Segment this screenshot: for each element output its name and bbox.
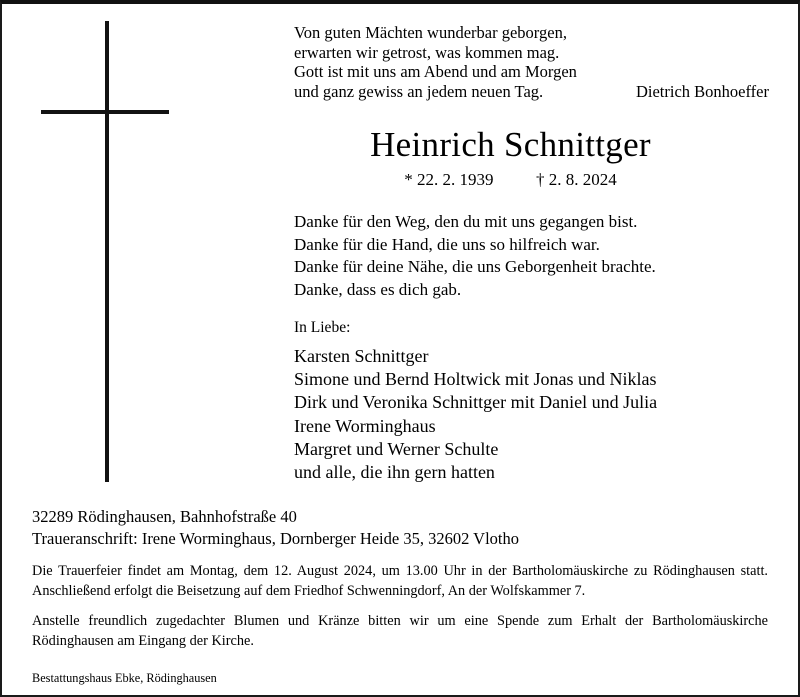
mourner-entry: und alle, die ihn gern hatten (294, 462, 495, 483)
poem-line: und ganz gewiss an jedem neuen Tag. (294, 81, 544, 101)
christian-cross-icon (2, 4, 252, 492)
thanks-line: Danke für die Hand, die uns so hilfreich war. (294, 234, 600, 254)
thanks-line: Danke, dass es dich gab. (294, 279, 462, 299)
cross-horizontal-bar (41, 110, 169, 114)
mourner-entry: Simone und Bernd Holtwick mit Jonas und Niklas (294, 369, 657, 390)
birth-date: 22. 2. 1939 (417, 170, 494, 190)
poem-attribution: Dietrich Bonhoeffer (635, 81, 769, 101)
mourners-heading: In Liebe: (294, 319, 351, 336)
thanks-verses (252, 211, 769, 301)
mourner-entry: Dirk und Veronika Schnittger mit Daniel und Julia (294, 392, 658, 413)
notice-lower-section (2, 492, 798, 686)
notice-upper-section (2, 4, 798, 492)
address-block (32, 492, 768, 549)
mourner-entry: Karsten Schnittger (294, 346, 429, 366)
life-dates (252, 169, 769, 191)
thanks-line: Danke für deine Nähe, die uns Geborgenheit brachte. (294, 257, 656, 277)
condolence-address: Traueranschrift: Irene Worminghaus, Dornberger Heide 35, 32602 Vlotho (32, 528, 519, 548)
poem-line: Gott ist mit uns am Abend und am Morgen (294, 62, 577, 82)
birth-symbol: * (404, 170, 413, 190)
donation-request: Anstelle freundlich zugedachter Blumen und Kränze bitten wir um eine Spende zum Erhalt der Bartholomäuskirche Rödinghausen am Eingang der Kirche. (32, 613, 768, 649)
death-symbol: † (536, 170, 545, 190)
death-date: 2. 8. 2024 (548, 170, 617, 190)
ceremony-details: Die Trauerfeier findet am Montag, dem 12. August 2024, um 13.00 Uhr in der Bartholomäuskirche zu Rödinghausen statt. Anschließend erfolgt die Beisetzung auf dem Friedhof Schwenningdorf, An der Wolfskammer 7. (32, 563, 768, 599)
notice-main-text (252, 4, 800, 484)
mourners-list (252, 345, 769, 484)
mourner-entry: Irene Worminghaus (294, 415, 436, 436)
cross-vertical-stem (105, 21, 109, 482)
mourner-entry: Margret und Werner Schulte (294, 438, 499, 459)
poem-line: Von guten Mächten wunderbar geborgen, (294, 23, 567, 42)
funeral-home-credit: Bestattungshaus Ebke, Rödinghausen (32, 671, 217, 685)
residence-address: 32289 Rödinghausen, Bahnhofstraße 40 (32, 507, 297, 526)
deceased-name: Heinrich Schnittger (370, 125, 651, 165)
thanks-line: Danke für den Weg, den du mit uns gegangen bist. (294, 212, 638, 232)
poem-line: erwarten wir getrost, was kommen mag. (294, 42, 560, 62)
